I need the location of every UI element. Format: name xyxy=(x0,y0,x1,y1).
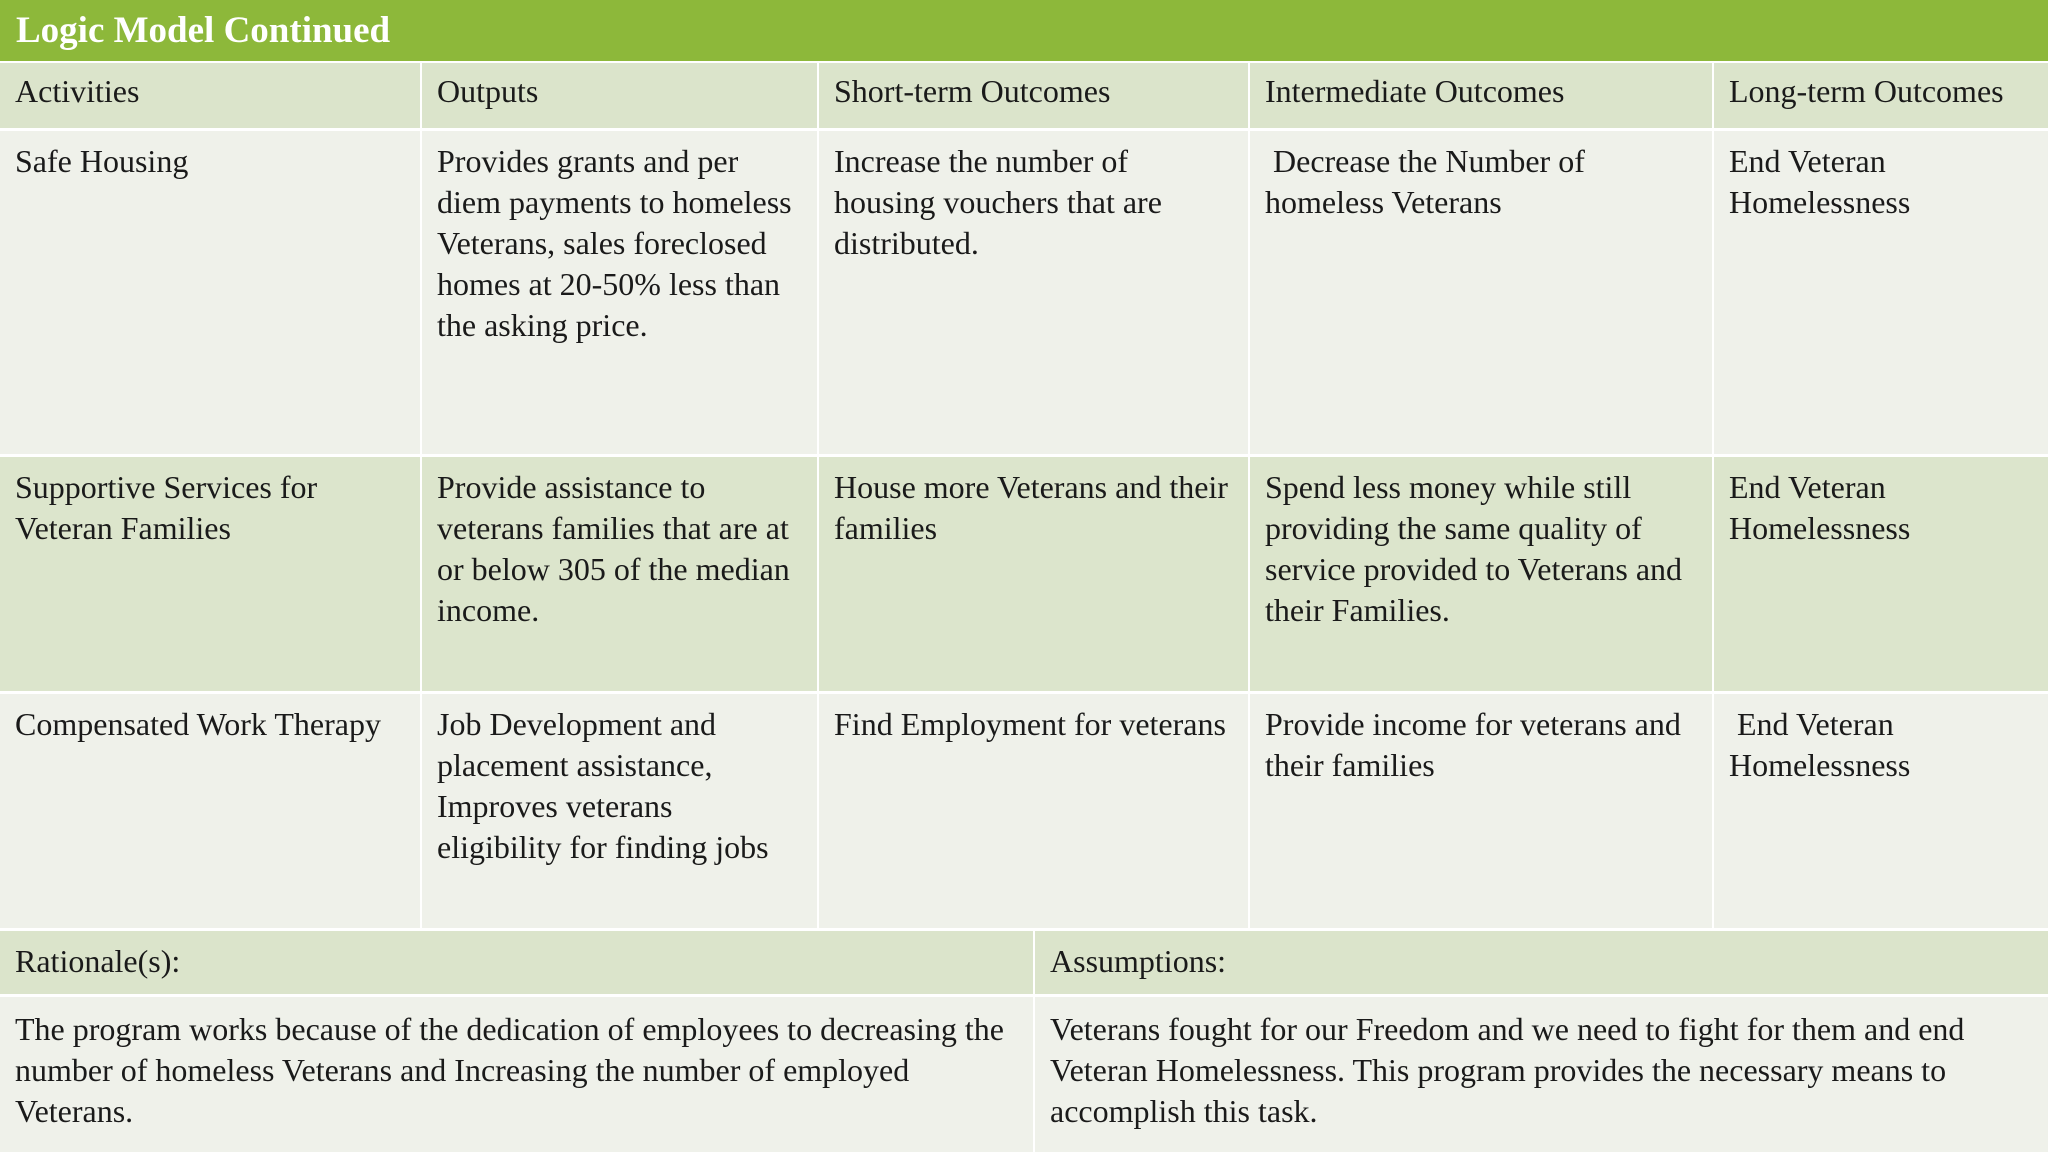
row1-short-term: Increase the number of housing vouchers that are distributed. xyxy=(819,131,1250,457)
assumptions-label: Assumptions: xyxy=(1035,931,2048,997)
assumptions-text: Veterans fought for our Freedom and we need to fight for them and end Veteran Homelessness. This program provides the necessary means to accomplish this task. xyxy=(1035,997,2048,1152)
logic-model-table xyxy=(0,63,2048,931)
row3-short-term: Find Employment for veterans xyxy=(819,694,1250,931)
row2-short-term: House more Veterans and their families xyxy=(819,457,1250,694)
row3-activity: Compensated Work Therapy xyxy=(0,694,422,931)
row1-long-term: End Veteran Homelessness xyxy=(1714,131,2048,457)
rationale-assumptions-table xyxy=(0,931,2048,1152)
row3-outputs: Job Development and placement assistance, Improves veterans eligibility for finding jobs xyxy=(422,694,819,931)
row2-activity: Supportive Services for Veteran Families xyxy=(0,457,422,694)
header-outputs: Outputs xyxy=(422,63,819,131)
row1-outputs: Provides grants and per diem payments to homeless Veterans, sales foreclosed homes at 20-50% less than the asking price. xyxy=(422,131,819,457)
row1-intermediate: Decrease the Number of homeless Veterans xyxy=(1250,131,1714,457)
row3-long-term: End Veteran Homelessness xyxy=(1714,694,2048,931)
row2-intermediate: Spend less money while still providing the same quality of service provided to Veterans and their Families. xyxy=(1250,457,1714,694)
row2-long-term: End Veteran Homelessness xyxy=(1714,457,2048,694)
row3-intermediate: Provide income for veterans and their families xyxy=(1250,694,1714,931)
rationale-text: The program works because of the dedication of employees to decreasing the number of homeless Veterans and Increasing the number of employed Veterans. xyxy=(0,997,1035,1152)
row1-activity: Safe Housing xyxy=(0,131,422,457)
header-long-term-outcomes: Long-term Outcomes xyxy=(1714,63,2048,131)
header-activities: Activities xyxy=(0,63,422,131)
rationale-label: Rationale(s): xyxy=(0,931,1035,997)
page-title: Logic Model Continued xyxy=(16,10,391,51)
header-short-term-outcomes: Short-term Outcomes xyxy=(819,63,1250,131)
title-bar xyxy=(0,0,2048,63)
row2-outputs: Provide assistance to veterans families that are at or below 305 of the median income. xyxy=(422,457,819,694)
header-intermediate-outcomes: Intermediate Outcomes xyxy=(1250,63,1714,131)
